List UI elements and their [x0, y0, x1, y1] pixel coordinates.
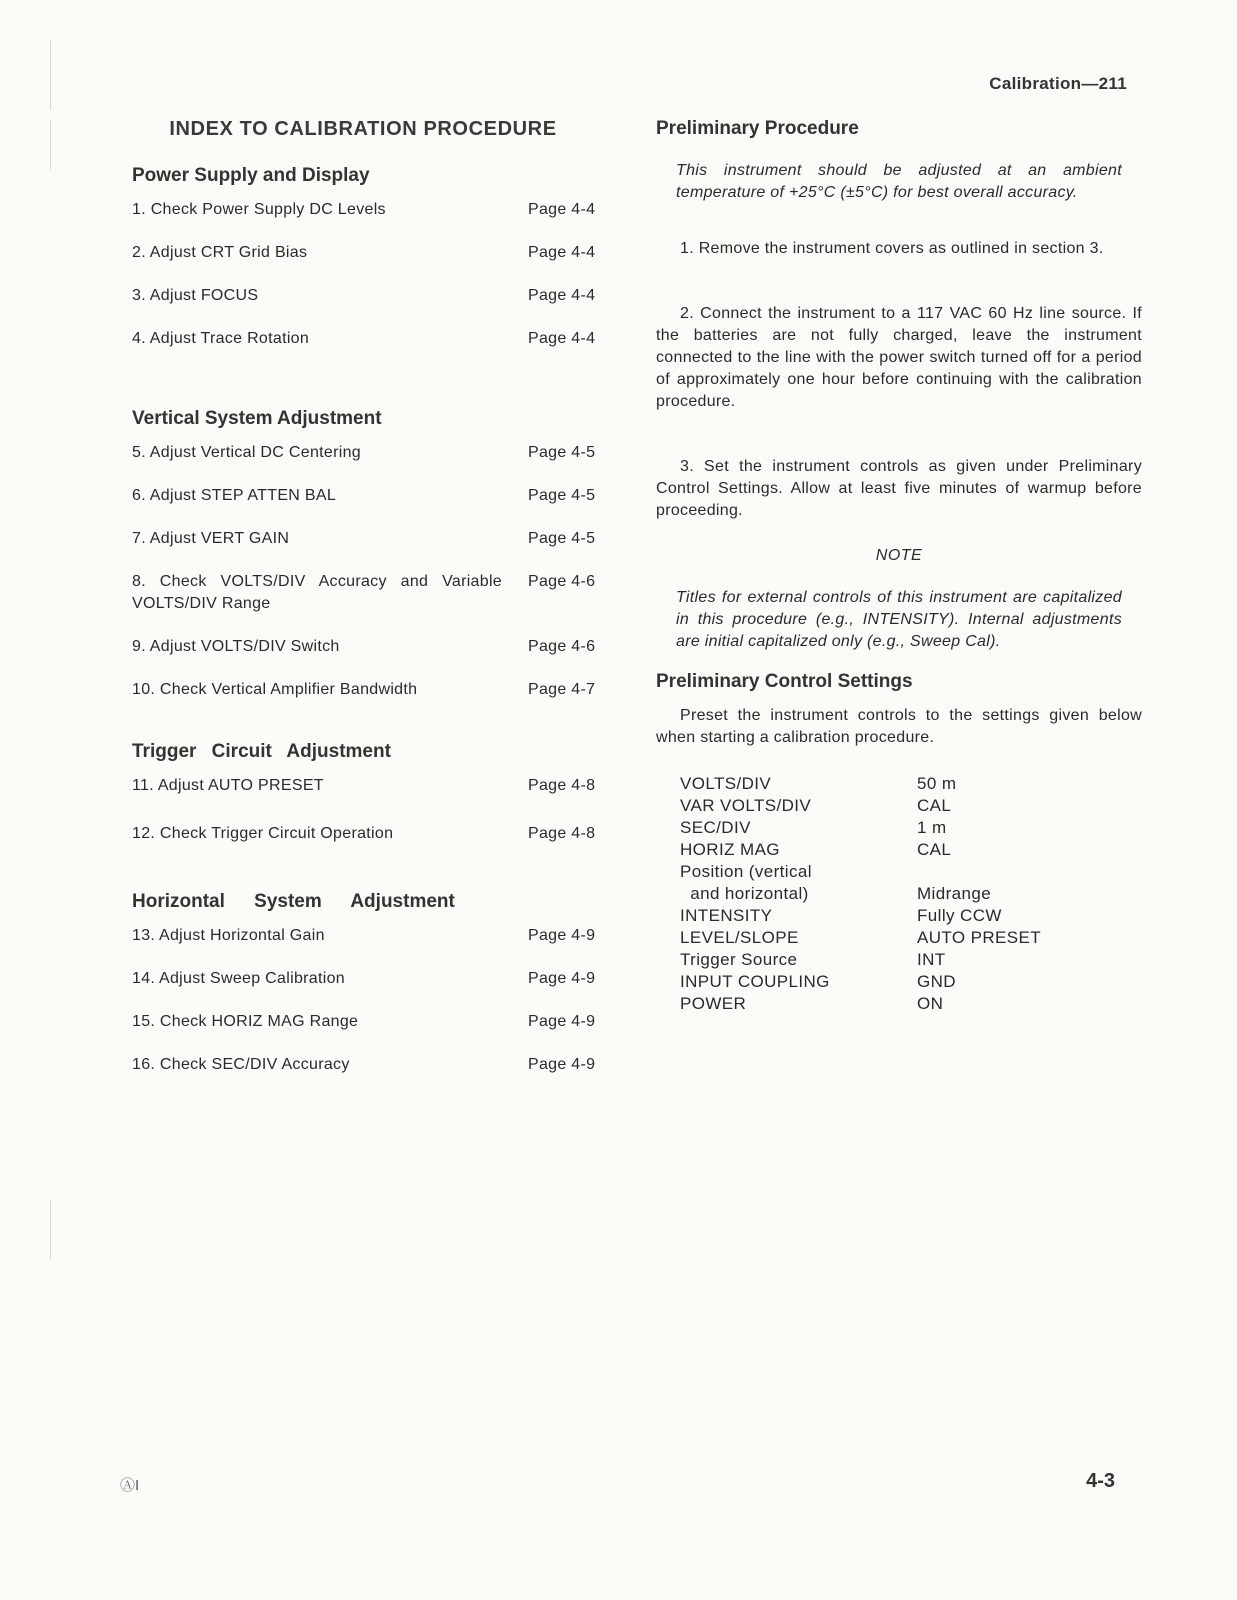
index-item — [132, 199, 602, 221]
index-item-page: Page 4-8 — [528, 777, 596, 794]
index-item — [132, 485, 602, 507]
index-item-page: Page 4-5 — [528, 444, 596, 461]
preliminary-procedure-title: Preliminary Procedure — [656, 118, 859, 139]
index-item — [132, 679, 602, 701]
setting-value — [917, 861, 1117, 883]
index-item — [132, 636, 602, 658]
setting-value: 50 m — [917, 774, 957, 793]
index-item — [132, 242, 602, 264]
publisher-logo: ⒶI — [120, 1477, 140, 1494]
setting-value: Midrange — [917, 884, 992, 903]
setting-name: LEVEL/SLOPE — [680, 928, 799, 947]
setting-name: SEC/DIV — [680, 818, 751, 837]
index-item-page: Page 4-6 — [528, 638, 596, 655]
note-title: NOTE — [875, 547, 923, 564]
setting-name: VAR VOLTS/DIV — [680, 796, 812, 815]
setting-value: CAL — [917, 796, 952, 815]
index-item — [132, 1011, 602, 1033]
index-column — [124, 118, 602, 1110]
index-item-label: 3. Adjust FOCUS — [132, 287, 259, 304]
setting-row — [680, 905, 1142, 927]
index-item — [132, 285, 602, 307]
control-settings-title: Preliminary Control Settings — [656, 671, 913, 692]
procedure-step: 3. Set the instrument controls as given under Preliminary Control Settings. Allow at least five minutes of warmup before proceeding. — [656, 458, 1142, 519]
index-item-label: 2. Adjust CRT Grid Bias — [132, 244, 308, 261]
index-item-page: Page 4-4 — [528, 244, 596, 261]
setting-row — [680, 773, 1142, 795]
setting-name: INPUT COUPLING — [680, 972, 830, 991]
section-title: Vertical System Adjustment — [132, 408, 382, 429]
index-item-label: 12. Check Trigger Circuit Operation — [132, 825, 394, 842]
procedure-step: 2. Connect the instrument to a 117 VAC 60 Hz line source. If the batteries are not fully charged, leave the instrument connected to the line with the power switch turned off for a period of approximately one hour before continuing with the calibration procedure. — [656, 305, 1142, 410]
procedure-step: 1. Remove the instrument covers as outlined in section 3. — [680, 240, 1104, 257]
index-section-trigger — [124, 741, 602, 845]
setting-name: INTENSITY — [680, 906, 773, 925]
setting-row — [680, 927, 1142, 949]
index-item-label: 11. Adjust AUTO PRESET — [132, 777, 324, 794]
index-item-page: Page 4-8 — [528, 825, 596, 842]
setting-name: VOLTS/DIV — [680, 774, 772, 793]
setting-value: Fully CCW — [917, 906, 1002, 925]
index-item-page: Page 4-7 — [528, 681, 596, 698]
index-section-vertical — [124, 408, 602, 701]
index-item-page: Page 4-4 — [528, 201, 596, 218]
index-item — [132, 442, 602, 464]
setting-row — [680, 839, 1142, 861]
index-item-page: Page 4-4 — [528, 330, 596, 347]
index-item-page: Page 4-9 — [528, 970, 596, 987]
index-item-label: 10. Check Vertical Amplifier Bandwidth — [132, 681, 418, 698]
index-item — [132, 968, 602, 990]
index-item — [132, 823, 602, 845]
index-section-horizontal — [124, 891, 602, 1076]
control-settings-intro: Preset the instrument controls to the settings given below when starting a calibration procedure. — [656, 707, 1142, 746]
setting-value: INT — [917, 950, 946, 969]
index-item-label: 1. Check Power Supply DC Levels — [132, 201, 386, 218]
preliminary-intro: This instrument should be adjusted at an ambient temperature of +25°C (±5°C) for best overall accuracy. — [676, 162, 1122, 201]
setting-value: AUTO PRESET — [917, 928, 1042, 947]
index-item-label: 16. Check SEC/DIV Accuracy — [132, 1056, 350, 1073]
index-item-label: 5. Adjust Vertical DC Centering — [132, 444, 361, 461]
setting-row — [680, 993, 1142, 1015]
setting-name: Trigger Source — [680, 950, 798, 969]
setting-row — [680, 861, 1142, 883]
setting-row — [680, 795, 1142, 817]
note-text: Titles for external controls of this instrument are capitalized in this procedure (e.g., INTENSITY). Internal adjustments are initial capitalized only (e.g., Sweep Cal). — [676, 589, 1122, 650]
section-title: Trigger Circuit Adjustment — [132, 741, 391, 762]
index-item — [132, 571, 602, 615]
index-item-label: 4. Adjust Trace Rotation — [132, 330, 310, 347]
index-item-label: 8. Check VOLTS/DIV Accuracy and Variable VOLTS/DIV Range — [132, 573, 502, 612]
index-item-label: 13. Adjust Horizontal Gain — [132, 927, 325, 944]
binder-edge-line — [50, 1200, 51, 1260]
index-item — [132, 775, 602, 797]
setting-row — [680, 883, 1142, 905]
index-item-page: Page 4-9 — [528, 1013, 596, 1030]
index-item-label: 6. Adjust STEP ATTEN BAL — [132, 487, 337, 504]
index-item — [132, 328, 602, 350]
procedure-column — [656, 118, 1142, 1015]
index-title: INDEX TO CALIBRATION PROCEDURE — [169, 118, 557, 140]
setting-value: ON — [917, 994, 944, 1013]
index-item — [132, 925, 602, 947]
setting-name: Position (vertical — [680, 862, 812, 881]
index-item-page: Page 4-5 — [528, 530, 596, 547]
index-item-page: Page 4-9 — [528, 1056, 596, 1073]
page-number: 4-3 — [1086, 1470, 1115, 1492]
binder-edge-line — [50, 120, 51, 170]
setting-value: CAL — [917, 840, 952, 859]
index-item-page: Page 4-6 — [528, 573, 596, 590]
setting-row — [680, 817, 1142, 839]
index-section-power-supply — [124, 165, 602, 350]
index-item-label: 9. Adjust VOLTS/DIV Switch — [132, 638, 340, 655]
setting-row — [680, 949, 1142, 971]
index-item — [132, 1054, 602, 1076]
index-item — [132, 528, 602, 550]
setting-name: and horizontal) — [680, 884, 809, 903]
index-item-page: Page 4-4 — [528, 287, 596, 304]
index-item-label: 15. Check HORIZ MAG Range — [132, 1013, 359, 1030]
index-item-label: 7. Adjust VERT GAIN — [132, 530, 290, 547]
page-header: Calibration—211 — [989, 74, 1127, 93]
control-settings-table — [680, 773, 1142, 1015]
index-item-label: 14. Adjust Sweep Calibration — [132, 970, 345, 987]
index-item-page: Page 4-9 — [528, 927, 596, 944]
setting-name: POWER — [680, 994, 747, 1013]
setting-value: 1 m — [917, 818, 947, 837]
binder-edge-line — [50, 40, 51, 110]
setting-row — [680, 971, 1142, 993]
index-item-page: Page 4-5 — [528, 487, 596, 504]
section-title: Horizontal System Adjustment — [132, 891, 455, 912]
section-title: Power Supply and Display — [132, 165, 370, 186]
setting-value: GND — [917, 972, 956, 991]
setting-name: HORIZ MAG — [680, 840, 780, 859]
